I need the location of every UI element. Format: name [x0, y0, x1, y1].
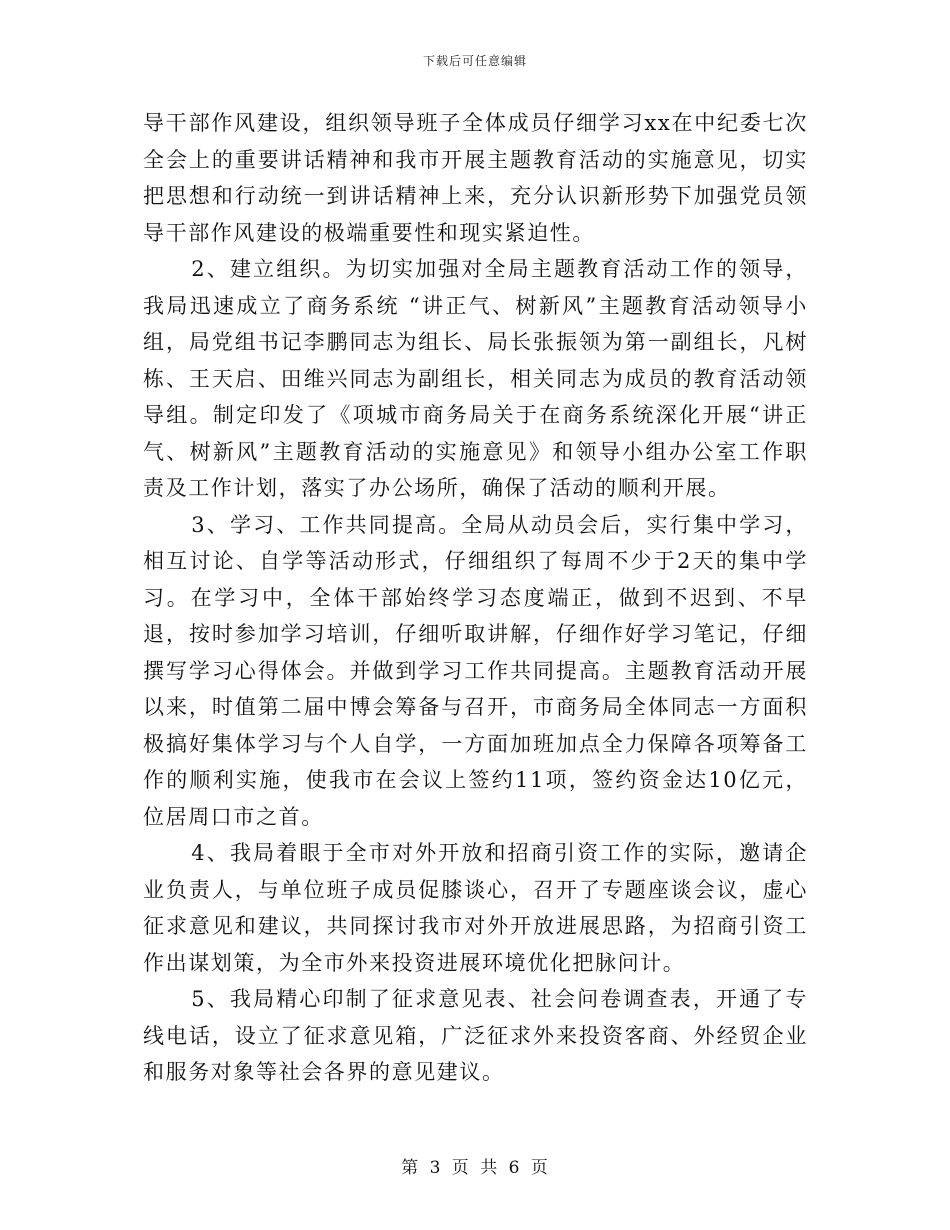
page-number: 第 3 页 共 6 页 [401, 1158, 549, 1178]
paragraph-item-3: 3、学习、工作共同提高。全局从动员会后，实行集中学习，相互讨论、自学等活动形式，仔细组织了每周不少于2天的集中学习。在学习中，全体干部始终学习态度端正，做到不迟到、不早退，按时参加学习培训，仔细听取讲解，仔细作好学习笔记，仔细撰写学习心得体会。并做到学习工作共同提高。主题教育活动开展以来，时值第二届中博会筹备与召开，市商务局全体同志一方面积极搞好集体学习与个人自学，一方面加班加点全力保障各项筹备工作的顺利实施，使我市在会议上签约11项，签约资金达10亿元，位居周口市之首。 [143, 512, 808, 829]
paragraph-continuation: 导干部作风建设，组织领导班子全体成员仔细学习xx在中纪委七次全会上的重要讲话精神和我市开展主题教育活动的实施意见，切实把思想和行动统一到讲话精神上来，充分认识新形势下加强党员领导干部作风建设的极端重要性和现实紧迫性。 [143, 111, 808, 245]
paragraph-item-4: 4、我局着眼于全市对外开放和招商引资工作的实际，邀请企业负责人，与单位班子成员促膝谈心，召开了专题座谈会议，虚心征求意见和建议，共同探讨我市对外开放进展思路，为招商引资工作出谋划策，为全市外来投资进展环境优化把脉问计。 [143, 841, 808, 975]
document-body [143, 105, 808, 1091]
paragraph-item-5: 5、我局精心印制了征求意见表、社会问卷调查表，开通了专线电话，设立了征求意见箱，广泛征求外来投资客商、外经贸企业和服务对象等社会各界的意见建议。 [143, 987, 808, 1084]
paragraph-item-2: 2、建立组织。为切实加强对全局主题教育活动工作的领导，我局迅速成立了商务系统 “讲正气、树新风”主题教育活动领导小组，局党组书记李鹏同志为组长、局长张振领为第一副组长，凡树栋、王天启、田维兴同志为副组长，相关同志为成员的教育活动领导组。制定印发了《项城市商务局关于在商务系统深化开展“讲正气、树新风”主题教育活动的实施意见》和领导小组办公室工作职责及工作计划，落实了办公场所，确保了活动的顺利开展。 [143, 257, 808, 500]
page-header: 下载后可任意编辑 [422, 54, 527, 68]
